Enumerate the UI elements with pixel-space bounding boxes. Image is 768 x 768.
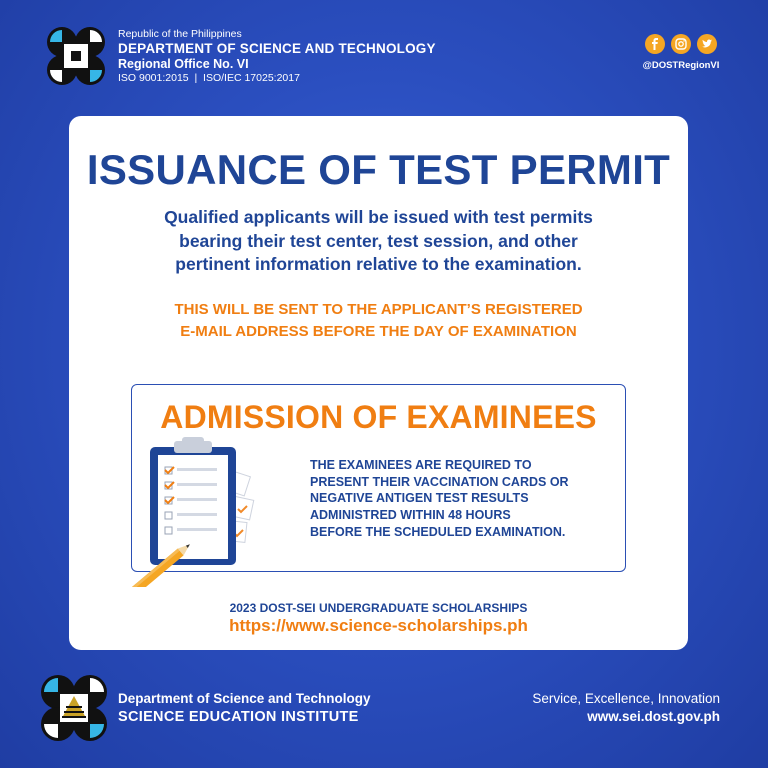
notice-line: THIS WILL BE SENT TO THE APPLICANT’S REGISTERED xyxy=(174,301,583,318)
facebook-icon[interactable] xyxy=(645,34,665,54)
footer-institute: SCIENCE EDUCATION INSTITUTE xyxy=(118,709,359,726)
republic-label: Republic of the Philippines xyxy=(118,28,242,40)
footer-url[interactable]: www.sei.dost.gov.ph xyxy=(587,709,720,725)
footer xyxy=(38,672,728,748)
twitter-icon[interactable] xyxy=(697,34,717,54)
clipboard-checklist-icon xyxy=(112,437,292,587)
requirement-line: THE EXAMINEES ARE REQUIRED TO xyxy=(310,458,532,472)
footer-motto: Service, Excellence, Innovation xyxy=(532,691,720,706)
card-title: ISSUANCE OF TEST PERMIT xyxy=(86,146,671,193)
notice-line: E-MAIL ADDRESS BEFORE THE DAY OF EXAMINATION xyxy=(180,322,577,340)
admission-title: ADMISSION OF EXAMINEES xyxy=(160,399,597,435)
scholarship-link[interactable]: https://www.science-scholarships.ph xyxy=(229,616,528,635)
requirement-line: NEGATIVE ANTIGEN TEST RESULTS xyxy=(310,491,529,506)
program-name: 2023 DOST-SEI UNDERGRADUATE SCHOLARSHIPS xyxy=(229,601,528,615)
admission-requirements xyxy=(310,457,610,540)
requirement-line: ADMINISTRED WITHIN 48 HOURS xyxy=(310,507,511,522)
requirement-line: PRESENT THEIR VACCINATION CARDS OR xyxy=(310,474,569,489)
announcement-card xyxy=(69,116,688,650)
intro-paragraph xyxy=(109,206,648,277)
admission-box xyxy=(131,384,626,572)
sei-logo xyxy=(38,672,110,744)
email-notice xyxy=(89,299,668,343)
footer-department: Department of Science and Technology xyxy=(118,691,371,706)
regional-office: Regional Office No. VI xyxy=(118,56,249,71)
requirement-line: BEFORE THE SCHEDULED EXAMINATION. xyxy=(310,524,566,539)
intro-line: bearing their test center, test session, and other xyxy=(179,230,578,251)
social-handle: @DOSTRegionVI xyxy=(642,60,720,71)
department-name: DEPARTMENT OF SCIENCE AND TECHNOLOGY xyxy=(118,40,436,56)
social-links xyxy=(636,34,726,71)
iso-certification: ISO 9001:2015 | ISO/IEC 17025:2017 xyxy=(118,71,300,84)
dost-logo xyxy=(44,24,108,88)
header xyxy=(44,24,734,94)
intro-line: pertinent information relative to the examination. xyxy=(175,254,582,275)
instagram-icon[interactable] xyxy=(671,34,691,54)
intro-line: Qualified applicants will be issued with test permits xyxy=(164,207,593,227)
